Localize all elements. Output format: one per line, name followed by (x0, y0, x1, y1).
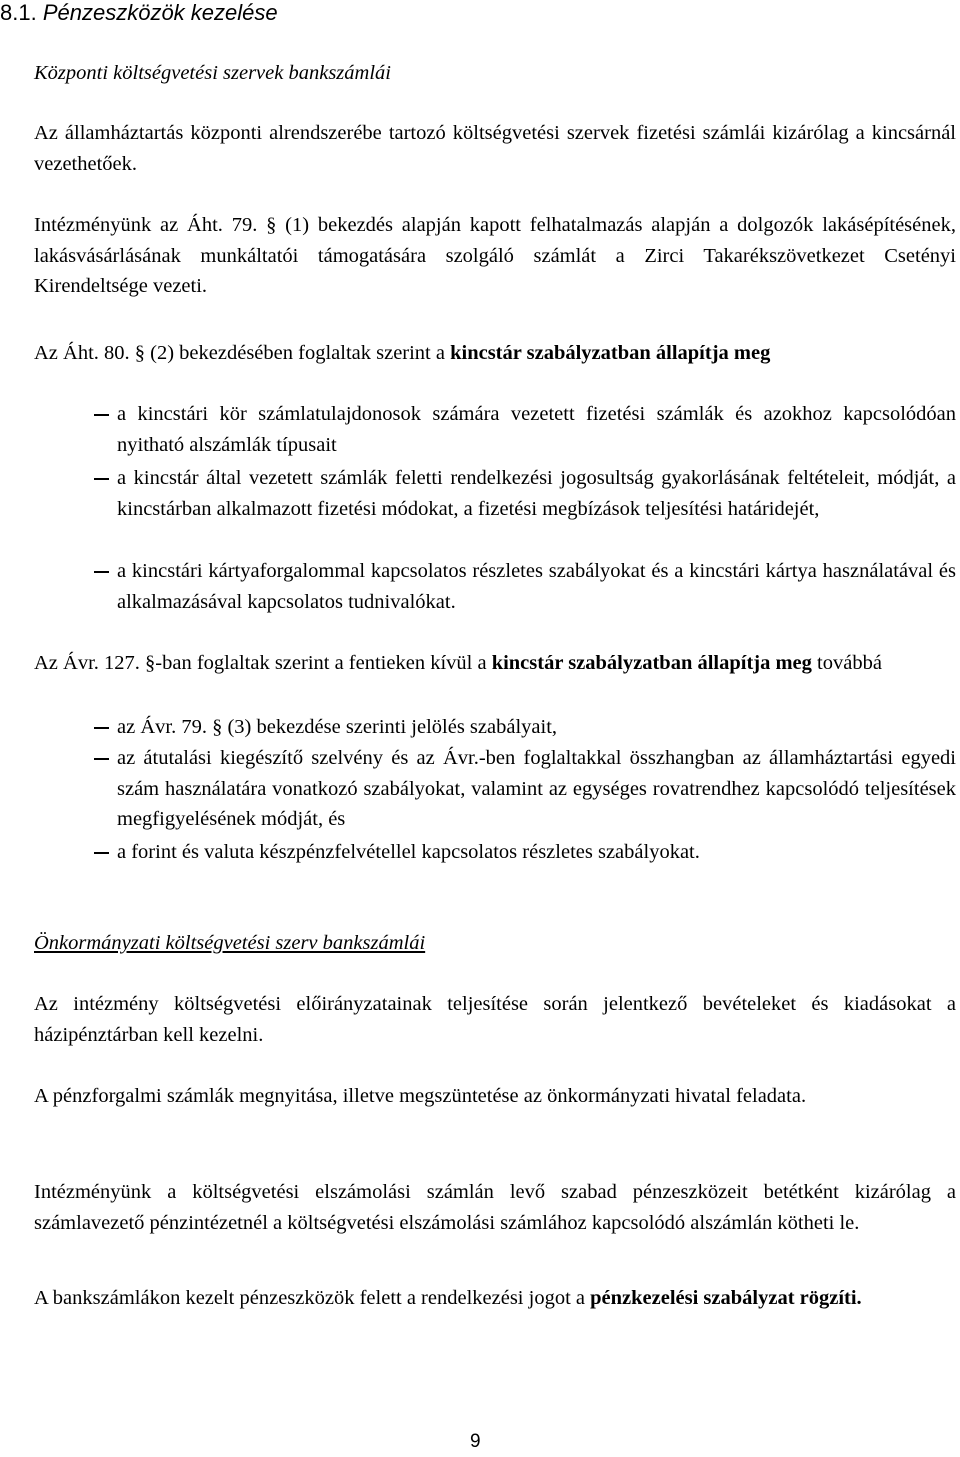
paragraph-avr-127-bold: kincstár szabályzatban állapítja meg (491, 652, 812, 674)
paragraph-aht-80 (34, 338, 956, 369)
list-item-text: az Ávr. 79. § (3) bekezdése szerinti jelölés szabályait, (117, 716, 558, 738)
dash-bullet (94, 399, 109, 416)
heading-title: Pénzeszközök kezelése (42, 0, 278, 25)
list-item-text: a kincstári kártyaforgalommal kapcsolatos részletes szabályokat és a kincstári kártya használatával és alkalmazásával kapcsolatos tudnivalókat. (117, 560, 956, 613)
dash-bullet (94, 837, 109, 854)
paragraph-disposal-rights-bold: pénzkezelési szabályzat rögzíti. (590, 1287, 862, 1309)
paragraph-account-opening: A pénzforgalmi számlák megnyitása, illetve megszüntetése az önkormányzati hivatal feladata. (34, 1085, 807, 1107)
list-item (117, 556, 956, 617)
paragraph-aht-80-bold: kincstár szabályzatban állapítja meg (450, 342, 771, 364)
section-heading (0, 0, 278, 26)
paragraph-avr-127 (34, 648, 956, 679)
paragraph-disposal-rights-text: A bankszámlákon kezelt pénzeszközök felett a rendelkezési jogot a (34, 1287, 591, 1309)
heading-number: 8.1. (0, 0, 37, 25)
paragraph-free-funds: Intézményünk a költségvetési elszámolási számlán levő szabad pénzeszközeit betétként kizárólag a számlavezető pénzintézetnél a költségvetési elszámolási számlához kapcsolódó alszámlán kötheti le. (34, 1181, 956, 1234)
list-item (117, 743, 956, 835)
dash-bullet (94, 463, 109, 480)
paragraph-aht-80-text: Az Áht. 80. § (2) bekezdésében foglaltak szerint a (34, 342, 451, 364)
list-item-text: az átutalási kiegészítő szelvény és az Ávr.-ben foglaltakkal összhangban az államháztartási egyedi szám használatára vonatkozó szabályokat, valamint az egységes rovatrendhez kapcsolódó teljesítések megfigyelésének módját, és (117, 747, 956, 830)
list-item-text: a kincstári kör számlatulajdonosok számára vezetett fizetési számlák és azokhoz kapcsolódóan nyitható alszámlák típusait (117, 403, 956, 456)
paragraph-central-accounts: Az államháztartás központi alrendszerébe tartozó költségvetési szervek fizetési számlái kizárólag a kincsárnál vezethetőek. (34, 122, 956, 175)
paragraph-avr-127-text: Az Ávr. 127. §-ban foglaltak szerint a fentieken kívül a (34, 652, 492, 674)
list-item (117, 399, 956, 460)
page-number: 9 (470, 1431, 481, 1452)
paragraph-avr-127-suffix: továbbá (811, 652, 882, 674)
paragraph-institution-account: Intézményünk az Áht. 79. § (1) bekezdés alapján kapott felhatalmazás alapján a dolgozók lakásépítésének, lakásvásárlásának munkáltatói támogatására szolgáló számlát a Zirci Takarékszövetkezet Csetényi Kirendeltsége vezeti. (34, 214, 956, 297)
list-item (117, 837, 956, 868)
list-item-text: a kincstár által vezetett számlák feletti rendelkezési jogosultság gyakorlásának feltételeit, módját, a kincstárban alkalmazott fizetési módokat, a fizetési megbízások teljesítési határidejét, (117, 467, 956, 520)
dash-bullet (94, 556, 109, 573)
list-item (117, 712, 956, 743)
subsection-title-municipal: Önkormányzati költségvetési szerv bankszámlái (34, 932, 426, 954)
dash-bullet (94, 712, 109, 729)
dash-bullet (94, 743, 109, 760)
subsection-title-central: Központi költségvetési szervek bankszámlái (34, 62, 391, 84)
list-item-text: a forint és valuta készpénzfelvétellel kapcsolatos részletes szabályokat. (117, 841, 700, 863)
paragraph-disposal-rights (34, 1283, 956, 1314)
paragraph-budget-execution: Az intézmény költségvetési előirányzatainak teljesítése során jelentkező bevételeket és kiadásokat a házipénztárban kell kezelni. (34, 993, 956, 1046)
list-item (117, 463, 956, 524)
